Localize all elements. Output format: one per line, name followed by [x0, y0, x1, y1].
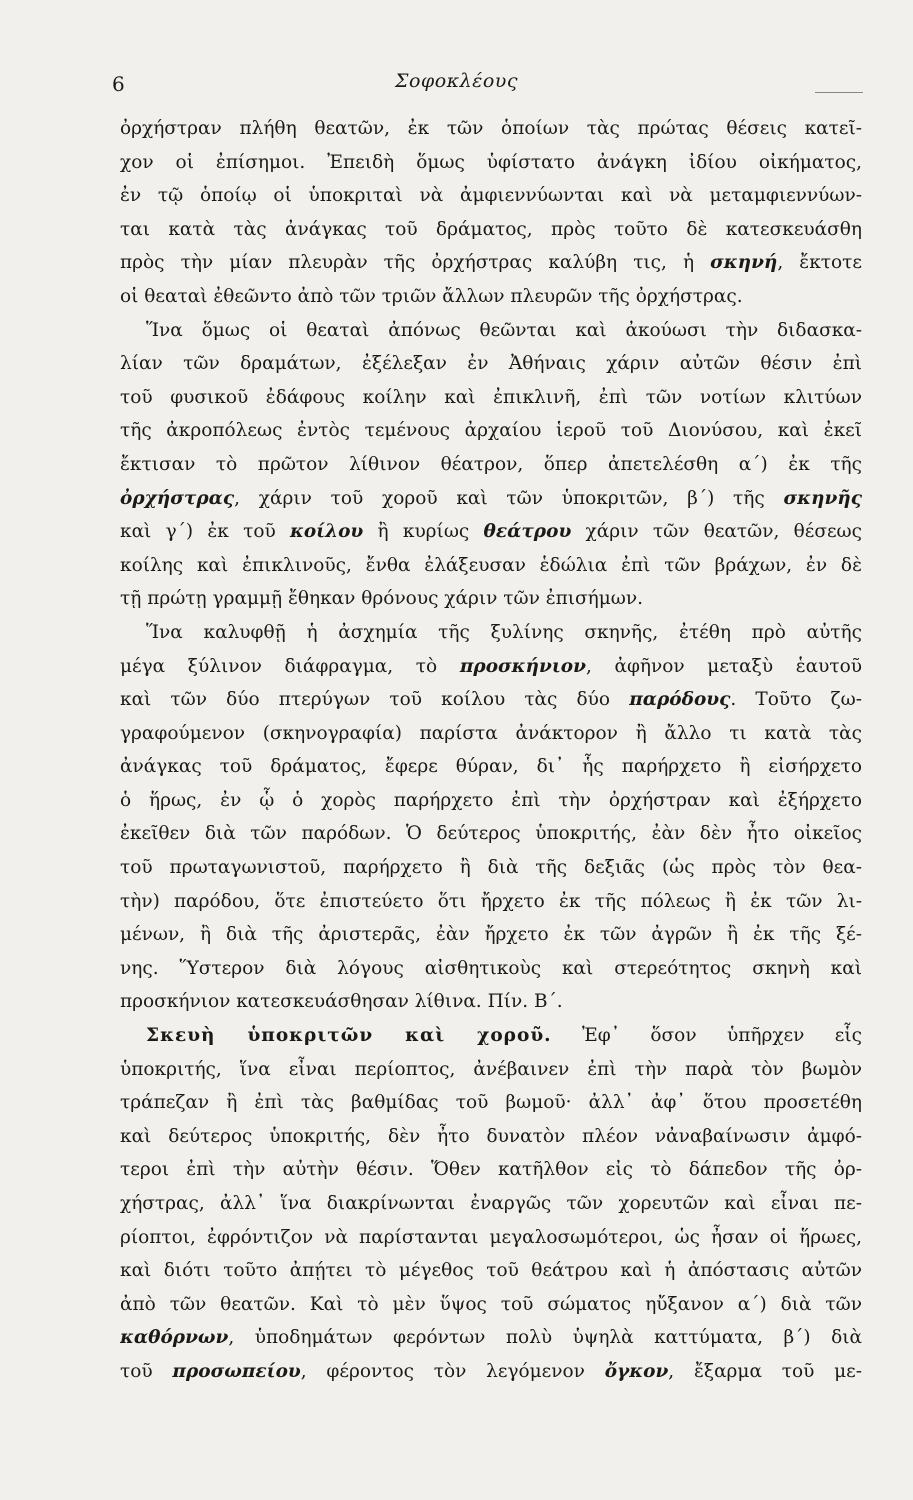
text-line [120, 347, 862, 381]
text-line [120, 851, 862, 885]
text-segment: ἐν τῷ ὁποίῳ οἱ ὑποκριταὶ νὰ ἀμφιεννύωνται καὶ νὰ μεταμφιεννύων- [120, 185, 862, 207]
text-line [120, 985, 862, 1019]
text-segment: , χάριν τοῦ χοροῦ καὶ τῶν ὑποκριτῶν, β΄) τῆς [234, 487, 784, 509]
text-line [120, 1288, 862, 1322]
text-segment: ὀρχήστραν πλήθη θεατῶν, ἐκ τῶν ὁποίων τὰς πρώτας θέσεις κατεῖ- [120, 118, 862, 139]
text-line [120, 683, 862, 717]
emphasized-term: ὄγκον [604, 1360, 669, 1382]
text-segment: πρὸς τὴν μίαν πλευρὰν τῆς ὀρχήστρας καλύβη τις, ἡ [120, 252, 711, 274]
text-line [120, 246, 862, 280]
text-segment: Ἵνα ὅμως οἱ θεαταὶ ἀπόνως θεῶνται καὶ ἀκούωσι τὴν διδασκα- [146, 319, 862, 341]
text-segment: τεροι ἐπὶ τὴν αὐτὴν θέσιν. Ὅθεν κατῆλθον εἰς τὸ δάπεδον τῆς ὀρ- [120, 1159, 862, 1181]
text-segment: ἐκεῖθεν διὰ τῶν παρόδων. Ὁ δεύτερος ὑποκριτής, ἐὰν δὲν ἦτο οἰκεῖος [120, 823, 862, 845]
text-line [120, 1120, 862, 1154]
text-line [120, 381, 862, 415]
text-segment: , ἔκτοτε [777, 252, 862, 274]
text-segment: , ἔξαρμα τοῦ με- [668, 1360, 862, 1382]
text-line [120, 918, 862, 952]
text-line [120, 885, 862, 919]
text-line [120, 1019, 862, 1053]
text-segment: χάριν τῶν θεατῶν, θέσεως [571, 521, 862, 543]
text-segment: λίαν τῶν δραμάτων, ἐξέλεξαν ἐν Ἀθήναις χάριν αὐτῶν θέσιν ἐπὶ [120, 353, 862, 375]
text-segment: καὶ γ΄) ἐκ τοῦ [120, 521, 290, 543]
body-text [120, 112, 862, 1389]
text-line [120, 1254, 862, 1288]
text-segment: γραφούμενον (σκηνογραφία) παρίστα ἀνάκτορον ἢ ἄλλο τι κατὰ τὰς [120, 722, 862, 744]
emphasized-term: καθόρνων [120, 1327, 229, 1349]
text-segment: . Τοῦτο ζω- [730, 689, 862, 711]
text-line [120, 817, 862, 851]
text-segment: προσκήνιον κατεσκευάσθησαν λίθινα. Πίν. Β΄. [120, 991, 563, 1013]
text-line [120, 582, 862, 616]
text-segment: χήστρας, ἀλλ᾽ ἵνα διακρίνωνται ἐναργῶς τῶν χορευτῶν καὶ εἶναι πε- [120, 1193, 862, 1214]
text-line [120, 1053, 862, 1087]
text-segment: ται κατὰ τὰς ἀνάγκας τοῦ δράματος, πρὸς τοῦτο δὲ κατεσκευάσθη [120, 218, 862, 240]
emphasized-term: σκηνή [710, 252, 778, 274]
text-line [120, 179, 862, 213]
text-segment: καὶ τῶν δύο πτερύγων τοῦ κοίλου τὰς δύο [120, 689, 630, 711]
emphasized-term: θεάτρου [483, 521, 572, 543]
emphasized-term: προσκήνιον [459, 655, 586, 677]
text-line [120, 448, 862, 482]
text-segment: τράπεζαν ἢ ἐπὶ τὰς βαθμίδας τοῦ βωμοῦ· ἀλλ᾽ ἀφ᾽ ὅτου προσετέθη [120, 1092, 862, 1114]
text-segment: , ὑποδημάτων φερόντων πολὺ ὑψηλὰ καττύματα, β΄) διὰ [228, 1327, 862, 1349]
text-line [120, 1086, 862, 1120]
text-line [120, 280, 862, 314]
text-segment: Ἵνα καλυφθῇ ἡ ἀσχημία τῆς ξυλίνης σκηνῆς, ἐτέθη πρὸ αὐτῆς [146, 621, 862, 643]
header-rule [815, 92, 863, 93]
text-segment: τῆς ἀκροπόλεως ἐντὸς τεμένους ἀρχαίου ἱεροῦ τοῦ Διονύσου, καὶ ἐκεῖ [120, 420, 862, 442]
text-line [120, 750, 862, 784]
text-line [120, 314, 862, 348]
emphasized-term: προσωπείου [172, 1360, 301, 1382]
text-segment: Ἐφ᾽ ὅσον ὑπῆρχεν εἷς [551, 1025, 862, 1047]
page-number: 6 [112, 72, 125, 96]
text-segment: ἀπὸ τῶν θεατῶν. Καὶ τὸ μὲν ὕψος τοῦ σώματος ηὔξανον α΄) διὰ τῶν [120, 1293, 862, 1315]
text-line [120, 112, 862, 146]
text-segment: ὁ ἥρως, ἐν ᾧ ὁ χορὸς παρήρχετο ἐπὶ τὴν ὀρχήστραν καὶ ἐξήρχετο [120, 789, 862, 811]
emphasized-term: κοίλου [289, 521, 364, 543]
text-line [120, 616, 862, 650]
text-segment: τοῦ [120, 1360, 173, 1382]
text-segment: , ἀφῆνον μεταξὺ ἑαυτοῦ [585, 655, 862, 677]
text-line [120, 146, 862, 180]
text-line [120, 952, 862, 986]
emphasized-term: ὀρχήστρας [120, 487, 235, 509]
text-segment: ἀνάγκας τοῦ δράματος, ἔφερε θύραν, δι᾽ ἧς παρήρχετο ἢ εἰσήρχετο [120, 756, 862, 778]
text-segment: καὶ δεύτερος ὑποκριτής, δὲν ἦτο δυνατὸν πλέον νἀναβαίνωσιν ἀμφό- [120, 1125, 862, 1147]
text-line [120, 717, 862, 751]
text-line [120, 1221, 862, 1255]
text-line [120, 1355, 862, 1389]
text-segment: καὶ διότι τοῦτο ἀπῄτει τὸ μέγεθος τοῦ θεάτρου καὶ ἡ ἀπόστασις αὐτῶν [120, 1260, 862, 1282]
text-segment: ἢ κυρίως [363, 521, 484, 543]
text-segment: ὑποκριτής, ἵνα εἶναι περίοπτος, ἀνέβαινεν ἐπὶ τὴν παρὰ τὸν βωμὸν [120, 1058, 862, 1080]
text-line [120, 784, 862, 818]
text-line [120, 1321, 862, 1355]
text-line [120, 549, 862, 583]
text-line [120, 515, 862, 549]
text-line [120, 414, 862, 448]
text-segment: μέγα ξύλινον διάφραγμα, τὸ [120, 655, 460, 677]
emphasized-term: σκηνῆς [783, 487, 862, 509]
text-segment: τοῦ φυσικοῦ ἐδάφους κοίλην καὶ ἐπικλινῆ, ἐπὶ τῶν νοτίων κλιτύων [120, 386, 862, 408]
section-heading: Σκευὴ ὑποκριτῶν καὶ χοροῦ. [146, 1025, 552, 1047]
text-segment: χον οἱ ἐπίσημοι. Ἐπειδὴ ὅμως ὑφίστατο ἀνάγκη ἰδίου οἰκήματος, [120, 151, 862, 173]
text-segment: ἔκτισαν τὸ πρῶτον λίθινον θέατρον, ὅπερ ἀπετελέσθη α΄) ἐκ τῆς [120, 453, 862, 475]
text-segment: , φέροντος τὸν λεγόμενον [300, 1360, 605, 1382]
text-segment: οἱ θεαταὶ ἐθεῶντο ἀπὸ τῶν τριῶν ἄλλων πλευρῶν τῆς ὀρχήστρας. [120, 285, 743, 307]
running-head: Σοφοκλέους [395, 70, 518, 92]
text-segment: τὴν) παρόδου, ὅτε ἐπιστεύετο ὅτι ἤρχετο ἐκ τῆς πόλεως ἢ ἐκ τῶν λι- [120, 890, 862, 912]
text-segment: μένων, ἢ διὰ τῆς ἀριστερᾶς, ἐὰν ἤρχετο ἐκ τῶν ἀγρῶν ἢ ἐκ τῆς ξέ- [120, 924, 862, 946]
emphasized-term: παρόδους [629, 689, 731, 711]
text-line [120, 482, 862, 516]
text-segment: κοίλης καὶ ἐπικλινοῦς, ἔνθα ἐλάξευσαν ἑδώλια ἐπὶ τῶν βράχων, ἐν δὲ [120, 554, 862, 576]
text-segment: ρίοπτοι, ἐφρόντιζον νὰ παρίστανται μεγαλοσωμότεροι, ὡς ἦσαν οἱ ἥρωες, [120, 1226, 862, 1248]
text-segment: τοῦ πρωταγωνιστοῦ, παρήρχετο ἢ διὰ τῆς δεξιᾶς (ὡς πρὸς τὸν θεα- [120, 857, 862, 879]
text-line [120, 1187, 862, 1221]
text-segment: τῇ πρώτῃ γραμμῇ ἔθηκαν θρόνους χάριν τῶν ἐπισήμων. [120, 588, 644, 610]
text-line [120, 1153, 862, 1187]
text-segment: νης. Ὕστερον διὰ λόγους αἰσθητικοὺς καὶ στερεότητος σκηνὴ καὶ [120, 957, 862, 979]
text-line [120, 650, 862, 684]
text-line [120, 213, 862, 247]
